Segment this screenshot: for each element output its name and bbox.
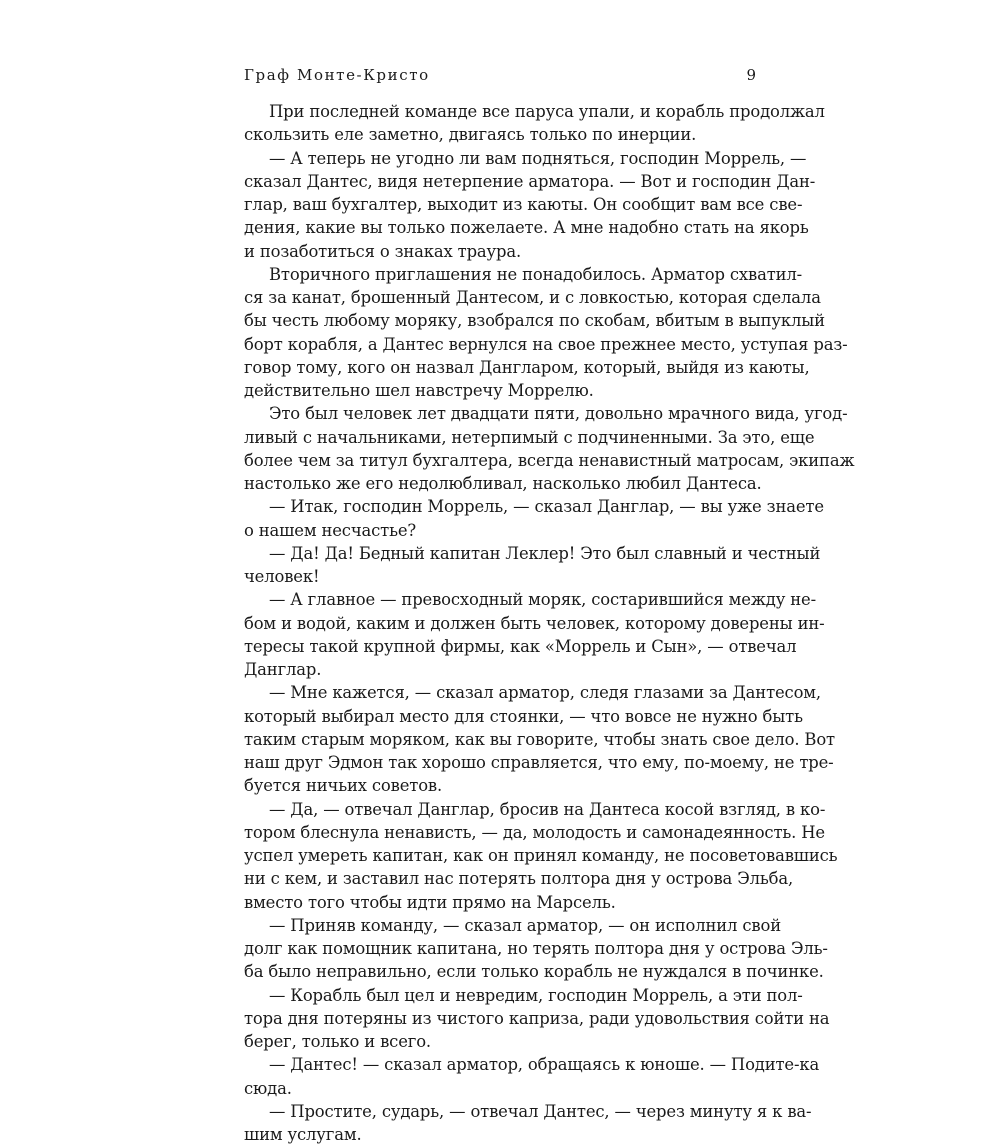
text-line: шим услугам. <box>244 1125 362 1144</box>
text-line: сюда. <box>244 1078 292 1098</box>
text-line: долг как помощник капитана, но терять полтора дня у острова Эль- <box>244 939 828 958</box>
running-head <box>244 66 756 88</box>
text-line: — Мне кажется, — сказал арматор, следя глазами за Дантесом, <box>269 683 821 703</box>
paragraph <box>244 402 855 495</box>
text-line: буется ничьих советов. <box>244 776 443 796</box>
text-line: который выбирал место для стоянки, — что вовсе не нужно быть <box>244 706 803 726</box>
text-line: ся за канат, брошенный Дантесом, и с ловкостью, которая сделала <box>244 288 821 307</box>
paragraph <box>244 542 821 589</box>
text-line: — А теперь не угодно ли вам подняться, господин Моррель, — <box>269 148 807 168</box>
paragraph <box>244 147 816 263</box>
page-number: 9 <box>746 66 756 84</box>
text-line: ливый с начальниками, нетерпимый с подчиненными. За это, еще <box>244 427 815 447</box>
text-line: глар, ваш бухгалтер, выходит из каюты. Он сообщит вам все све- <box>244 195 803 214</box>
text-line: тора дня потеряны из чистого каприза, ради удовольствия сойти на <box>244 1008 830 1028</box>
text-line: — Да! Да! Бедный капитан Леклер! Это был славный и честный <box>269 543 821 563</box>
text-line: — Простите, сударь, — отвечал Дантес, — через минуту я к ва- <box>269 1101 812 1121</box>
text-line: настолько же его недолюбливал, насколько любил Дантеса. <box>244 474 762 493</box>
text-line: ба было неправильно, если только корабль не нуждался в починке. <box>244 962 824 982</box>
text-line: Вторичного приглашения не понадобилось. Арматор схватил- <box>269 264 803 284</box>
paragraph <box>244 914 828 984</box>
text-line: сказал Дантес, видя нетерпение арматора. — Вот и господин Дан- <box>244 171 816 191</box>
text-line: борт корабля, а Дантес вернулся на свое прежнее место, уступая раз- <box>244 334 848 354</box>
paragraph <box>244 588 825 681</box>
paragraph <box>244 263 848 403</box>
paragraph <box>244 1053 820 1100</box>
text-line: — Да, — отвечал Данглар, бросив на Дантеса косой взгляд, в ко- <box>269 799 826 819</box>
text-line: берег, только и всего. <box>244 1032 431 1051</box>
text-line: бом и водой, каким и должен быть человек, которому доверены ин- <box>244 613 825 633</box>
paragraph <box>244 984 830 1054</box>
paragraph <box>244 1100 812 1146</box>
text-line: Данглар. <box>244 660 322 679</box>
text-line: — Дантес! — сказал арматор, обращаясь к юноше. — Подите-ка <box>269 1055 820 1075</box>
paragraph <box>244 798 838 914</box>
text-line: ни с кем, и заставил нас потерять полтора дня у острова Эльба, <box>244 869 794 889</box>
text-line: и позаботиться о знаках траура. <box>244 241 522 261</box>
text-line: — Корабль был цел и невредим, господин Моррель, а эти пол- <box>269 985 803 1005</box>
paragraph <box>244 681 835 797</box>
text-line: скользить еле заметно, двигаясь только по инерции. <box>244 125 697 145</box>
text-line: — Итак, господин Моррель, — сказал Данглар, — вы уже знаете <box>269 497 824 517</box>
text-line: тором блеснула ненависть, — да, молодость и самонадеянность. Не <box>244 822 825 842</box>
text-line: дения, какие вы только пожелаете. А мне надобно стать на якорь <box>244 218 809 238</box>
running-title: Граф Монте-Кристо <box>244 66 430 84</box>
text-line: бы честь любому моряку, взобрался по скобам, вбитым в выпуклый <box>244 311 825 331</box>
book-page <box>244 0 855 1144</box>
text-line: вместо того чтобы идти прямо на Марсель. <box>244 892 616 912</box>
text-line: наш друг Эдмон так хорошо справляется, что ему, по-моему, не тре- <box>244 753 834 772</box>
paragraph <box>244 100 825 147</box>
text-line: успел умереть капитан, как он принял команду, не посоветовавшись <box>244 846 838 865</box>
text-line: о нашем несчастье? <box>244 520 417 540</box>
text-line: говор тому, кого он назвал Дангларом, который, выйдя из каюты, <box>244 357 810 377</box>
text-line: более чем за титул бухгалтера, всегда ненавистный матросам, экипаж <box>244 450 855 470</box>
paragraph <box>244 495 824 542</box>
body-text <box>244 100 855 1146</box>
text-line: тересы такой крупной фирмы, как «Моррель и Сын», — отвечал <box>244 636 797 656</box>
text-line: При последней команде все паруса упали, и корабль продолжал <box>269 102 825 121</box>
text-line: — А главное — превосходный моряк, состарившийся между не- <box>269 590 816 610</box>
text-line: Это был человек лет двадцати пяти, довольно мрачного вида, угод- <box>269 404 848 424</box>
text-line: действительно шел навстречу Моррелю. <box>244 381 594 400</box>
text-line: таким старым моряком, как вы говорите, чтобы знать свое дело. Вот <box>244 729 835 749</box>
text-line: человек! <box>244 567 320 586</box>
text-line: — Приняв команду, — сказал арматор, — он исполнил свой <box>269 915 781 935</box>
